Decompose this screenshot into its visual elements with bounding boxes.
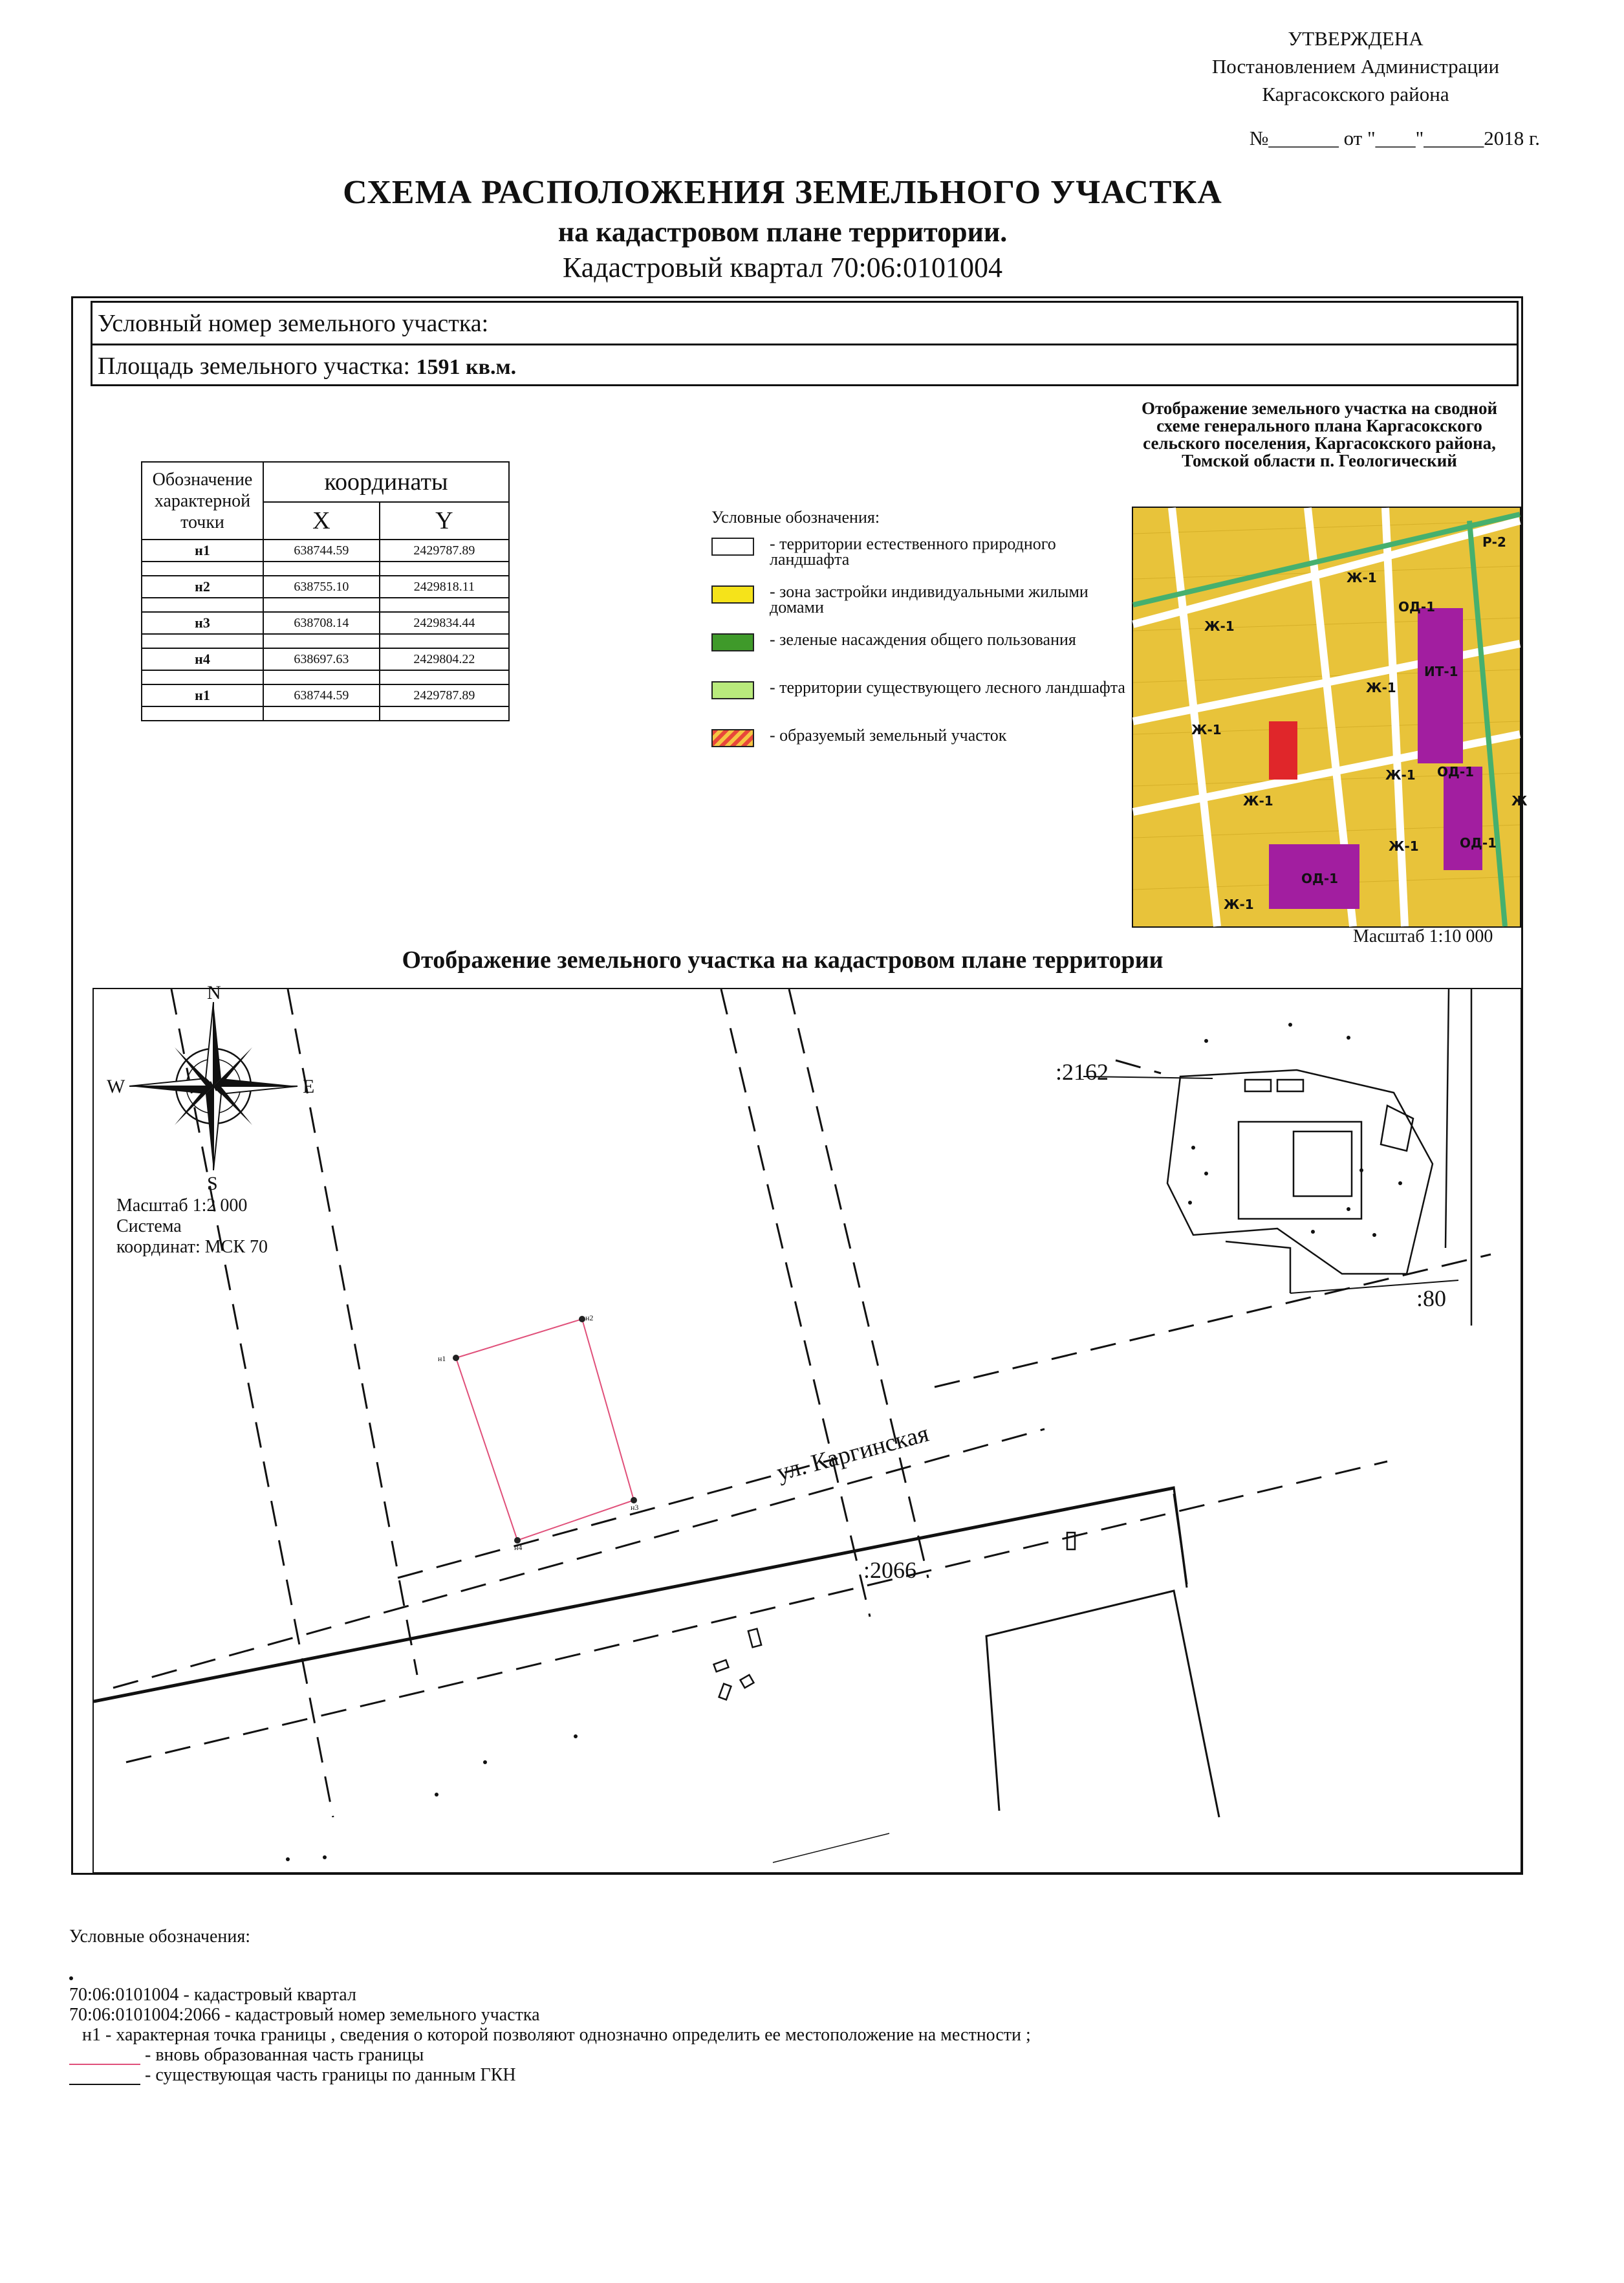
coordinates-table — [141, 461, 510, 721]
legend-cadastral-number: 70:06:0101004:2066 - кадастровый номер земельного участка — [69, 2005, 540, 2025]
cadastral-quarter-title: Кадастровый квартал 70:06:0101004 — [562, 252, 1002, 283]
legend-item-residential — [711, 584, 1125, 632]
zone-label: Ж-1 — [1204, 618, 1235, 634]
street-name: ул. Каргинская — [774, 1419, 932, 1487]
legend-item-new-parcel — [711, 728, 1125, 776]
table-spacer-row — [142, 634, 509, 648]
legend-existing-border: - существующая часть границы по данным ГКН — [145, 2065, 516, 2085]
compass-rose-icon — [107, 982, 314, 1194]
bottom-legend — [69, 1927, 1031, 2085]
point-y: 2429818.11 — [380, 576, 509, 598]
approval-number-line: №_______ от "____"______2018 г. — [1249, 127, 1540, 149]
compass-w: W — [107, 1076, 125, 1097]
conditional-number-row — [92, 303, 1517, 345]
legend-swatch-green-public — [711, 633, 754, 651]
zone-label: Ж-1 — [1224, 897, 1254, 912]
zone-label: Ж-1 — [1389, 838, 1419, 854]
table-row — [142, 540, 509, 562]
legend-swatch-residential — [711, 585, 754, 604]
point-label-n1: н1 — [438, 1354, 446, 1363]
zone-legend-caption: Условные обозначения: — [711, 508, 880, 527]
point-label-n4: н4 — [514, 1543, 523, 1552]
header-coordinates: координаты — [263, 462, 509, 502]
cadastral-map — [92, 982, 1522, 1873]
zone-label: ИТ-1 — [1424, 664, 1458, 679]
legend-swatch-new-parcel — [711, 729, 754, 747]
point-y: 2429804.22 — [380, 648, 509, 670]
point-x: 638755.10 — [263, 576, 380, 598]
zone-label: Ж — [1511, 793, 1528, 809]
table-spacer-row — [142, 562, 509, 576]
point-name: н3 — [142, 612, 263, 634]
approval-block — [1175, 25, 1537, 108]
legend-item-natural-landscape — [711, 536, 1125, 584]
header-point-name: Обозначение характерной точки — [142, 462, 263, 540]
legend-swatch-forest — [711, 681, 754, 699]
point-name: н2 — [142, 576, 263, 598]
header-x: X — [263, 502, 380, 540]
map-system: Система — [116, 1216, 182, 1236]
zone-label: Ж-1 — [1191, 722, 1222, 737]
legend-label: - образуемый земельный участок — [770, 726, 1007, 745]
document-title: СХЕМА РАСПОЛОЖЕНИЯ ЗЕМЕЛЬНОГО УЧАСТКА — [343, 174, 1222, 211]
general-plan-map — [1132, 507, 1528, 928]
point-label-n2: н2 — [585, 1313, 594, 1322]
table-row — [142, 612, 509, 634]
point-name: н1 — [142, 684, 263, 706]
compass-e: E — [303, 1076, 315, 1097]
table-row — [142, 684, 509, 706]
area-row — [92, 345, 1517, 384]
point-y: 2429787.89 — [380, 684, 509, 706]
zone-label: Р-2 — [1482, 534, 1506, 550]
bullet-icon — [69, 1976, 73, 1980]
point-x: 638708.14 — [263, 612, 380, 634]
approval-line3: Каргасокского района — [1262, 83, 1449, 105]
general-plan-scale: Масштаб 1:10 000 — [1353, 926, 1493, 946]
cadastral-map-title: Отображение земельного участка на кадастровом плане территории — [402, 946, 1164, 974]
bottom-legend-title: Условные обозначения: — [69, 1927, 251, 1947]
new-border-line-icon — [69, 2051, 140, 2065]
legend-label: - зеленые насаждения общего пользования — [770, 630, 1076, 649]
point-label-n3: н3 — [631, 1503, 639, 1512]
compass-n: N — [207, 982, 221, 1003]
zone-label: ОД-1 — [1301, 871, 1339, 886]
legend-item-green-public — [711, 632, 1125, 680]
legend-label: - территории естественного природного ландшафта — [770, 534, 1056, 569]
zone-label: ОД-1 — [1460, 835, 1497, 851]
zone-label: ОД-1 — [1437, 764, 1475, 780]
parcel-label-2162: :2162 — [1056, 1059, 1109, 1085]
legend-swatch-natural — [711, 538, 754, 556]
point-x: 638697.63 — [263, 648, 380, 670]
point-y: 2429787.89 — [380, 540, 509, 562]
parcel-label-2066: :2066 — [863, 1557, 917, 1583]
table-row — [142, 576, 509, 598]
table-spacer-row — [142, 598, 509, 612]
header-y: Y — [380, 502, 509, 540]
zone-legend — [711, 508, 1125, 776]
zone-label: Ж-1 — [1243, 793, 1273, 809]
compass-s: S — [207, 1173, 218, 1194]
table-spacer-row — [142, 706, 509, 721]
legend-new-border: - вновь образованная часть границы — [145, 2045, 424, 2065]
approval-line1: УТВЕРЖДЕНА — [1288, 27, 1424, 50]
map-coordinates: координат: МСК 70 — [116, 1237, 268, 1257]
zone-label: Ж-1 — [1366, 680, 1396, 695]
point-name: н1 — [142, 540, 263, 562]
general-plan-title: Отображение земельного участка на сводной схеме генерального плана Каргасокского сельского поселения, Каргасокского района, Томской области п. Геологический — [1141, 399, 1498, 470]
existing-border-line-icon — [69, 2071, 140, 2085]
info-box — [91, 301, 1519, 386]
conditional-number-label: Условный номер земельного участка: — [98, 310, 489, 337]
point-name: н4 — [142, 648, 263, 670]
document-subtitle: на кадастровом плане территории. — [558, 216, 1008, 248]
approval-line2: Постановлением Администрации — [1211, 55, 1500, 78]
point-x: 638744.59 — [263, 540, 380, 562]
table-row — [142, 648, 509, 670]
legend-new-border-row — [69, 2045, 1031, 2065]
point-y: 2429834.44 — [380, 612, 509, 634]
area-value: 1591 кв.м. — [416, 355, 517, 379]
legend-label: - территории существующего лесного ландшафта — [770, 678, 1125, 697]
legend-item-forest — [711, 680, 1125, 728]
zone-label: Ж-1 — [1385, 767, 1416, 783]
zone-label: ОД-1 — [1398, 599, 1436, 615]
legend-point: н1 - характерная точка границы , сведения о которой позволяют однозначно определить ее местоположение на местности ; — [82, 2025, 1031, 2045]
legend-existing-border-row — [69, 2065, 1031, 2085]
legend-quarter: 70:06:0101004 - кадастровый квартал — [69, 1985, 356, 2005]
point-x: 638744.59 — [263, 684, 380, 706]
map-scale: Масштаб 1:2 000 — [116, 1196, 248, 1216]
table-spacer-row — [142, 670, 509, 684]
map-scale-block — [116, 1196, 268, 1258]
legend-label: - зона застройки индивидуальными жилыми домами — [770, 582, 1088, 617]
zone-label: Ж-1 — [1347, 570, 1377, 585]
area-label: Площадь земельного участка: — [98, 353, 417, 380]
parcel-label-80: :80 — [1416, 1285, 1447, 1311]
